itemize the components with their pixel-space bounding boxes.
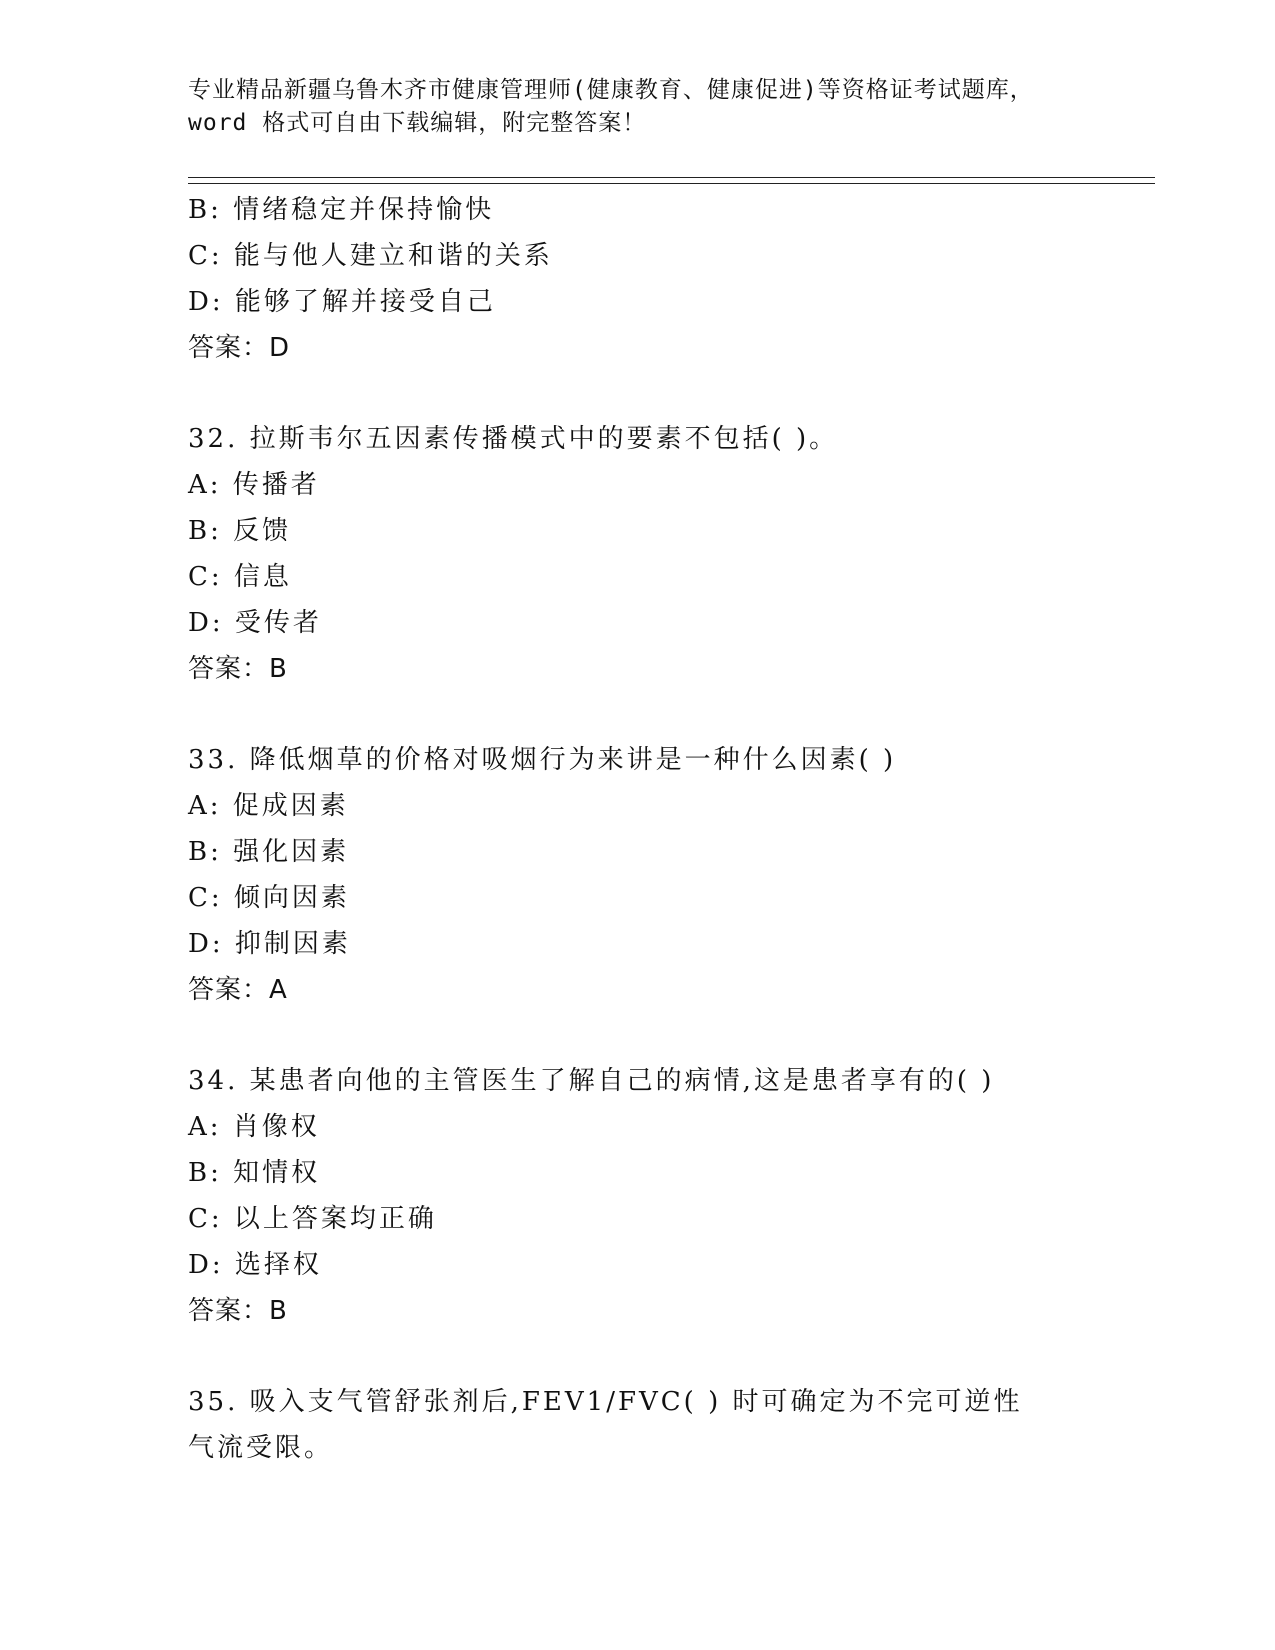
header-line-1: 专业精品新疆乌鲁木齐市健康管理师(健康教育、健康促进)等资格证考试题库， xyxy=(188,77,1034,103)
header-divider-top xyxy=(188,177,1155,178)
option-d: D: 能够了解并接受自己 xyxy=(188,287,496,317)
option-a: A: 传播者 xyxy=(188,470,320,500)
page-header xyxy=(188,74,1068,140)
answer-line: 答案：D xyxy=(188,333,291,363)
option-c: C: 信息 xyxy=(188,562,292,592)
option-a: A: 肖像权 xyxy=(188,1112,320,1142)
option-a: A: 促成因素 xyxy=(188,791,349,821)
question-stem: 32. 拉斯韦尔五因素传播模式中的要素不包括( )。 xyxy=(188,424,839,454)
option-b: B: 反馈 xyxy=(188,516,292,546)
option-b: B: 强化因素 xyxy=(188,837,350,867)
option-c: C: 能与他人建立和谐的关系 xyxy=(188,241,553,271)
option-b: B: 知情权 xyxy=(188,1158,321,1188)
option-c: C: 以上答案均正确 xyxy=(188,1204,437,1234)
answer-line: 答案：A xyxy=(188,975,288,1005)
question-stem-line-1: 35. 吸入支气管舒张剂后,FEV1/FVC( ) 时可确定为不完可逆性 xyxy=(188,1387,1023,1417)
question-block-prev xyxy=(188,187,1088,371)
option-b: B: 情绪稳定并保持愉快 xyxy=(188,195,495,225)
question-block-32 xyxy=(188,416,1088,692)
header-line-2: word 格式可自由下载编辑，附完整答案！ xyxy=(188,110,647,136)
question-block-33 xyxy=(188,737,1088,1013)
option-c: C: 倾向因素 xyxy=(188,883,350,913)
question-block-34 xyxy=(188,1058,1088,1334)
header-divider-bottom xyxy=(188,183,1155,184)
option-d: D: 受传者 xyxy=(188,608,322,638)
question-stem: 33. 降低烟草的价格对吸烟行为来讲是一种什么因素( ) xyxy=(188,745,897,775)
option-d: D: 抑制因素 xyxy=(188,929,351,959)
option-d: D: 选择权 xyxy=(188,1250,322,1280)
answer-line: 答案：B xyxy=(188,654,288,684)
question-block-35 xyxy=(188,1379,1088,1471)
question-stem-line-2: 气流受限。 xyxy=(188,1433,334,1463)
answer-line: 答案：B xyxy=(188,1296,288,1326)
question-stem: 34. 某患者向他的主管医生了解自己的病情,这是患者享有的( ) xyxy=(188,1066,995,1096)
question-list xyxy=(188,187,1088,1471)
